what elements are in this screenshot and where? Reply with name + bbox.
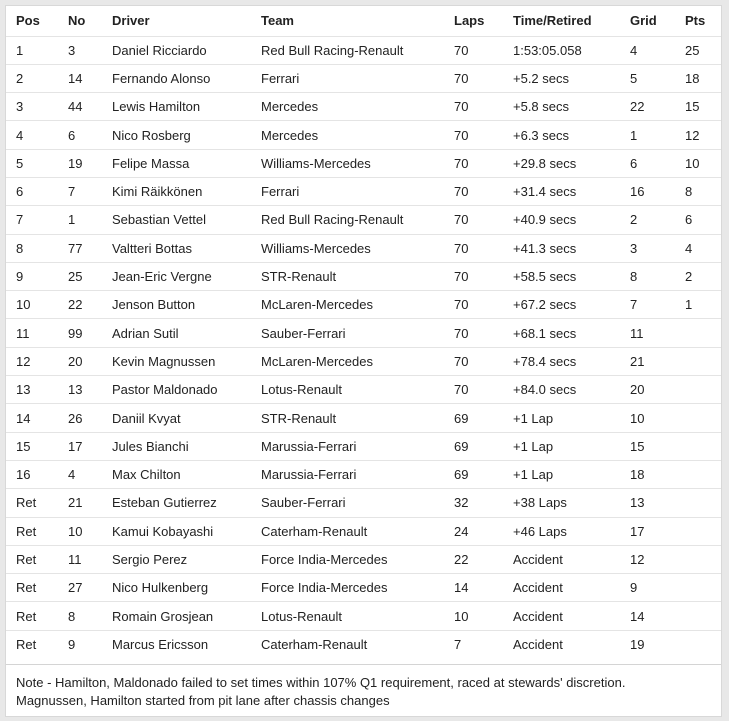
- cell-time: +58.5 secs: [513, 269, 577, 285]
- table-row: [6, 319, 721, 347]
- cell-pts: 12: [685, 127, 700, 143]
- cell-laps: 70: [454, 155, 469, 171]
- cell-no: 22: [68, 297, 83, 313]
- cell-driver: Max Chilton: [112, 467, 181, 483]
- column-header-pos: Pos: [16, 13, 40, 29]
- cell-grid: 3: [630, 240, 638, 256]
- column-header-laps: Laps: [454, 13, 485, 29]
- header-row: [6, 6, 721, 36]
- cell-laps: 10: [454, 608, 469, 624]
- cell-pts: 18: [685, 70, 700, 86]
- cell-driver: Lewis Hamilton: [112, 99, 201, 115]
- cell-grid: 14: [630, 608, 645, 624]
- table-row: [6, 36, 721, 64]
- cell-pts: [685, 602, 721, 630]
- race-note: [6, 664, 721, 716]
- cell-pts: 25: [685, 42, 700, 58]
- cell-laps: 70: [454, 325, 469, 341]
- cell-driver: Fernando Alonso: [112, 70, 211, 86]
- cell-laps: 24: [454, 523, 469, 539]
- cell-pos: 11: [16, 325, 30, 341]
- table-row: [6, 602, 721, 630]
- cell-no: 44: [68, 99, 83, 115]
- cell-pos: Ret: [16, 495, 37, 511]
- race-results-table: [6, 6, 721, 659]
- cell-no: 9: [68, 637, 76, 653]
- table-row: [6, 93, 721, 121]
- cell-laps: 69: [454, 438, 469, 454]
- cell-driver: Nico Hulkenberg: [112, 580, 209, 596]
- cell-time: +84.0 secs: [513, 382, 577, 398]
- cell-driver: Marcus Ericsson: [112, 637, 209, 653]
- column-header-grid: Grid: [630, 13, 657, 29]
- cell-laps: 70: [454, 353, 469, 369]
- cell-laps: 70: [454, 42, 469, 58]
- cell-no: 11: [68, 551, 82, 567]
- cell-pts: 1: [685, 297, 693, 313]
- cell-laps: 69: [454, 410, 469, 426]
- cell-no: 20: [68, 353, 83, 369]
- cell-laps: 70: [454, 212, 469, 228]
- cell-driver: Daniel Ricciardo: [112, 42, 207, 58]
- note-line-2: Magnussen, Hamilton started from pit lane after chassis changes: [16, 693, 390, 708]
- cell-pos: 4: [16, 127, 24, 143]
- table-row: [6, 574, 721, 602]
- cell-pts: [685, 630, 721, 658]
- cell-time: Accident: [513, 608, 563, 624]
- cell-driver: Adrian Sutil: [112, 325, 179, 341]
- cell-laps: 70: [454, 127, 469, 143]
- cell-pos: 7: [16, 212, 24, 228]
- cell-team: McLaren-Mercedes: [261, 353, 373, 369]
- cell-time: +46 Laps: [513, 523, 567, 539]
- cell-time: +38 Laps: [513, 495, 567, 511]
- cell-pos: Ret: [16, 551, 37, 567]
- table-row: [6, 64, 721, 92]
- cell-pts: [685, 460, 721, 488]
- cell-team: STR-Renault: [261, 269, 337, 285]
- cell-driver: Nico Rosberg: [112, 127, 191, 143]
- cell-driver: Romain Grosjean: [112, 608, 214, 624]
- cell-pts: 10: [685, 155, 700, 171]
- table-row: [6, 376, 721, 404]
- cell-grid: 10: [630, 410, 645, 426]
- cell-grid: 5: [630, 70, 638, 86]
- cell-grid: 20: [630, 382, 645, 398]
- column-header-no: No: [68, 13, 86, 29]
- note-line-1: Note - Hamilton, Maldonado failed to set times within 107% Q1 requirement, raced at stewards' discretion.: [16, 675, 626, 690]
- cell-no: 4: [68, 467, 76, 483]
- cell-grid: 2: [630, 212, 638, 228]
- cell-time: +1 Lap: [513, 438, 554, 454]
- table-row: [6, 206, 721, 234]
- cell-laps: 70: [454, 240, 469, 256]
- cell-pts: 2: [685, 269, 693, 285]
- cell-time: Accident: [513, 637, 563, 653]
- cell-grid: 17: [630, 523, 645, 539]
- cell-time: +31.4 secs: [513, 184, 577, 200]
- results-panel: [5, 5, 722, 717]
- cell-grid: 16: [630, 184, 645, 200]
- cell-pts: 15: [685, 99, 700, 115]
- cell-time: Accident: [513, 551, 563, 567]
- cell-grid: 11: [630, 325, 644, 341]
- column-header-team: Team: [261, 13, 294, 29]
- cell-grid: 7: [630, 297, 638, 313]
- cell-time: +6.3 secs: [513, 127, 570, 143]
- table-row: [6, 404, 721, 432]
- cell-grid: 4: [630, 42, 638, 58]
- cell-team: Marussia-Ferrari: [261, 467, 357, 483]
- cell-pts: [685, 404, 721, 432]
- cell-pts: 6: [685, 212, 693, 228]
- cell-pts: [685, 517, 721, 545]
- table-row: [6, 630, 721, 658]
- cell-pts: [685, 489, 721, 517]
- cell-pos: 16: [16, 467, 31, 483]
- cell-no: 14: [68, 70, 83, 86]
- cell-no: 13: [68, 382, 83, 398]
- cell-no: 8: [68, 608, 76, 624]
- cell-team: Sauber-Ferrari: [261, 495, 346, 511]
- cell-grid: 13: [630, 495, 645, 511]
- column-header-driver: Driver: [112, 13, 150, 29]
- cell-team: Lotus-Renault: [261, 382, 342, 398]
- table-row: [6, 121, 721, 149]
- cell-pos: 9: [16, 269, 24, 285]
- cell-team: Caterham-Renault: [261, 637, 368, 653]
- cell-pts: [685, 376, 721, 404]
- cell-time: +67.2 secs: [513, 297, 577, 313]
- cell-no: 26: [68, 410, 83, 426]
- cell-no: 10: [68, 523, 83, 539]
- table-row: [6, 149, 721, 177]
- cell-time: +41.3 secs: [513, 240, 577, 256]
- cell-pos: 14: [16, 410, 31, 426]
- cell-no: 19: [68, 155, 83, 171]
- cell-no: 25: [68, 269, 83, 285]
- cell-driver: Kamui Kobayashi: [112, 523, 214, 539]
- table-row: [6, 489, 721, 517]
- cell-time: +78.4 secs: [513, 353, 577, 369]
- cell-laps: 70: [454, 269, 469, 285]
- cell-laps: 70: [454, 70, 469, 86]
- cell-team: Caterham-Renault: [261, 523, 368, 539]
- cell-no: 27: [68, 580, 83, 596]
- cell-pos: 10: [16, 297, 31, 313]
- cell-driver: Jenson Button: [112, 297, 196, 313]
- cell-team: Red Bull Racing-Renault: [261, 42, 404, 58]
- table-row: [6, 347, 721, 375]
- cell-pts: [685, 574, 721, 602]
- cell-driver: Sergio Perez: [112, 551, 188, 567]
- cell-pos: 15: [16, 438, 31, 454]
- column-header-pts: Pts: [685, 13, 706, 29]
- cell-team: STR-Renault: [261, 410, 337, 426]
- cell-no: 17: [68, 438, 83, 454]
- cell-driver: Felipe Massa: [112, 155, 190, 171]
- cell-team: McLaren-Mercedes: [261, 297, 373, 313]
- cell-pos: 2: [16, 70, 24, 86]
- cell-no: 3: [68, 42, 76, 58]
- cell-pos: 5: [16, 155, 24, 171]
- cell-driver: Esteban Gutierrez: [112, 495, 217, 511]
- cell-laps: 70: [454, 184, 469, 200]
- cell-team: Williams-Mercedes: [261, 240, 371, 256]
- cell-time: +68.1 secs: [513, 325, 577, 341]
- cell-laps: 70: [454, 382, 469, 398]
- cell-time: +40.9 secs: [513, 212, 577, 228]
- cell-driver: Kevin Magnussen: [112, 353, 216, 369]
- cell-time: +5.8 secs: [513, 99, 570, 115]
- cell-grid: 12: [630, 551, 645, 567]
- cell-team: Williams-Mercedes: [261, 155, 371, 171]
- cell-laps: 14: [454, 580, 469, 596]
- cell-team: Force India-Mercedes: [261, 551, 388, 567]
- cell-driver: Valtteri Bottas: [112, 240, 192, 256]
- table-row: [6, 460, 721, 488]
- cell-laps: 69: [454, 467, 469, 483]
- cell-pts: [685, 432, 721, 460]
- cell-team: Sauber-Ferrari: [261, 325, 346, 341]
- cell-no: 1: [68, 212, 76, 228]
- cell-pos: Ret: [16, 608, 37, 624]
- table-row: [6, 517, 721, 545]
- table-row: [6, 177, 721, 205]
- cell-grid: 8: [630, 269, 638, 285]
- cell-time: Accident: [513, 580, 563, 596]
- cell-grid: 22: [630, 99, 645, 115]
- cell-time: +1 Lap: [513, 410, 554, 426]
- cell-pos: Ret: [16, 523, 37, 539]
- cell-pos: 8: [16, 240, 24, 256]
- cell-pos: 12: [16, 353, 31, 369]
- cell-team: Ferrari: [261, 184, 300, 200]
- cell-grid: 9: [630, 580, 638, 596]
- cell-pts: 8: [685, 184, 693, 200]
- cell-grid: 15: [630, 438, 645, 454]
- cell-time: +1 Lap: [513, 467, 554, 483]
- column-header-time: Time/Retired: [513, 13, 592, 29]
- cell-pos: 3: [16, 99, 24, 115]
- cell-team: Marussia-Ferrari: [261, 438, 357, 454]
- cell-team: Ferrari: [261, 70, 300, 86]
- cell-driver: Pastor Maldonado: [112, 382, 218, 398]
- cell-team: Mercedes: [261, 127, 319, 143]
- cell-laps: 70: [454, 297, 469, 313]
- cell-time: 1:53:05.058: [513, 42, 582, 58]
- cell-grid: 1: [630, 127, 638, 143]
- cell-no: 7: [68, 184, 76, 200]
- cell-pts: [685, 347, 721, 375]
- cell-pos: Ret: [16, 580, 37, 596]
- cell-team: Lotus-Renault: [261, 608, 342, 624]
- cell-pos: 13: [16, 382, 31, 398]
- table-row: [6, 262, 721, 290]
- cell-grid: 6: [630, 155, 638, 171]
- cell-no: 21: [68, 495, 83, 511]
- cell-time: +5.2 secs: [513, 70, 570, 86]
- cell-laps: 32: [454, 495, 469, 511]
- cell-pos: 1: [16, 42, 24, 58]
- cell-laps: 70: [454, 99, 469, 115]
- cell-pos: 6: [16, 184, 24, 200]
- cell-driver: Daniil Kvyat: [112, 410, 181, 426]
- cell-team: Red Bull Racing-Renault: [261, 212, 404, 228]
- table-row: [6, 234, 721, 262]
- cell-no: 77: [68, 240, 83, 256]
- cell-pts: [685, 319, 721, 347]
- cell-pts: [685, 545, 721, 573]
- cell-grid: 19: [630, 637, 645, 653]
- cell-team: Force India-Mercedes: [261, 580, 388, 596]
- cell-driver: Jean-Eric Vergne: [112, 269, 212, 285]
- table-row: [6, 432, 721, 460]
- cell-grid: 21: [630, 353, 645, 369]
- cell-team: Mercedes: [261, 99, 319, 115]
- cell-driver: Sebastian Vettel: [112, 212, 206, 228]
- table-row: [6, 291, 721, 319]
- cell-no: 6: [68, 127, 76, 143]
- cell-driver: Jules Bianchi: [112, 438, 189, 454]
- cell-laps: 7: [454, 637, 462, 653]
- cell-laps: 22: [454, 551, 469, 567]
- cell-pos: Ret: [16, 637, 37, 653]
- results-body: [6, 36, 721, 659]
- cell-grid: 18: [630, 467, 645, 483]
- table-row: [6, 545, 721, 573]
- cell-time: +29.8 secs: [513, 155, 577, 171]
- cell-no: 99: [68, 325, 83, 341]
- cell-driver: Kimi Räikkönen: [112, 184, 203, 200]
- cell-pts: 4: [685, 240, 693, 256]
